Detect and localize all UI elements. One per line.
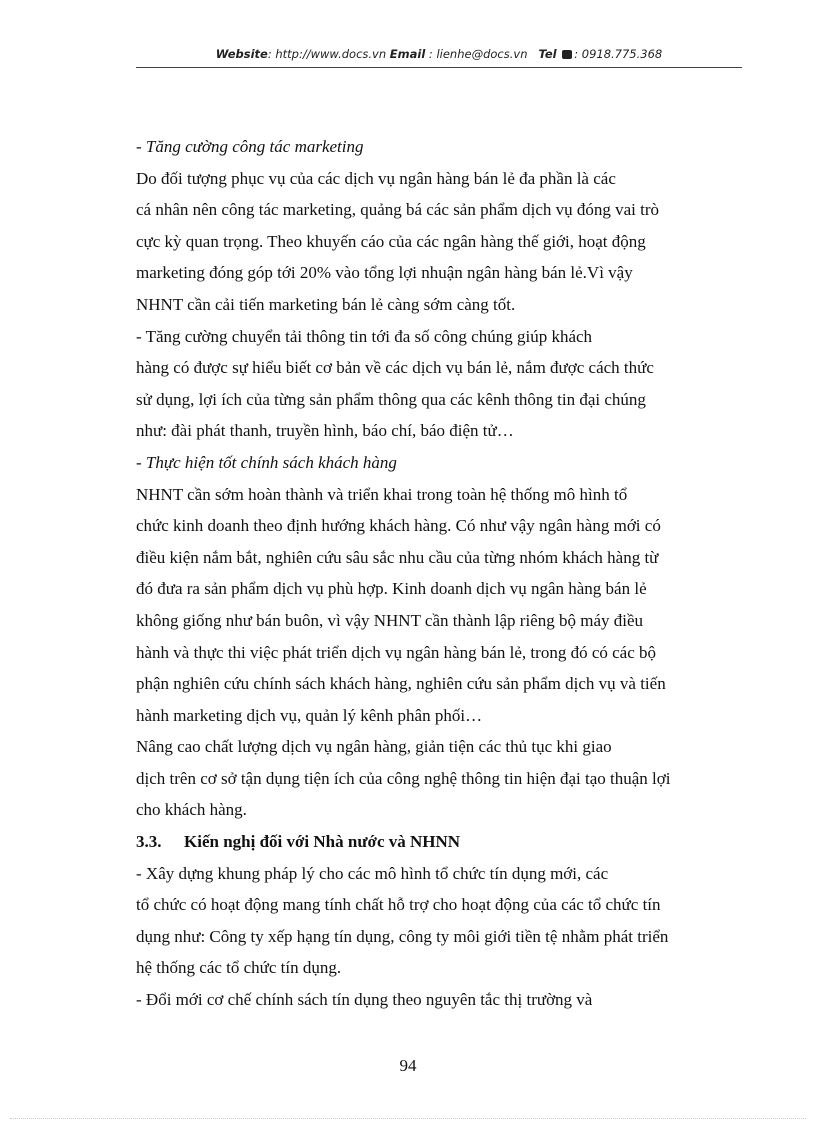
email-value: : lienhe@docs.vn xyxy=(425,47,528,61)
text-line: cá nhân nên công tác marketing, quảng bá các sản phẩm dịch vụ đóng vai trò xyxy=(136,200,660,220)
text-line: marketing đóng góp tới 20% vào tổng lợi nhuận ngân hàng bán lẻ.Vì vậy xyxy=(136,263,633,283)
tel-label: Tel xyxy=(538,47,557,61)
text-line: phận nghiên cứu chính sách khách hàng, nghiên cứu sản phẩm dịch vụ và tiến xyxy=(136,674,666,694)
text-line: hệ thống các tổ chức tín dụng. xyxy=(136,958,342,978)
text-line: NHNT cần sớm hoàn thành và triển khai trong toàn hệ thống mô hình tổ xyxy=(136,484,628,504)
text-line: NHNT cần cải tiến marketing bán lẻ càng sớm càng tốt. xyxy=(136,294,516,314)
text-line: cho khách hàng. xyxy=(136,800,247,820)
email-label: Email xyxy=(389,47,426,61)
footer-divider xyxy=(10,1118,806,1119)
text-line: tổ chức có hoạt động mang tính chất hỗ trợ cho hoạt động của các tổ chức tín xyxy=(136,895,661,915)
text-line: chức kinh doanh theo định hướng khách hàng. Có như vậy ngân hàng mới có xyxy=(136,516,661,536)
section-heading xyxy=(136,826,736,858)
page-number: 94 xyxy=(399,1056,417,1075)
text-line: sử dụng, lợi ích của từng sản phẩm thông qua các kênh thông tin đại chúng xyxy=(136,389,646,409)
text-line: như: đài phát thanh, truyền hình, báo chí, báo điện tử… xyxy=(136,421,514,441)
text-line: dụng như: Công ty xếp hạng tín dụng, công ty môi giới tiền tệ nhằm phát triển xyxy=(136,926,669,946)
text-line: Nâng cao chất lượng dịch vụ ngân hàng, giản tiện các thủ tục khi giao xyxy=(136,737,612,757)
tel-value: : 0918.775.368 xyxy=(574,47,663,61)
text-line: - Đổi mới cơ chế chính sách tín dụng theo nguyên tắc thị trường và xyxy=(136,990,593,1010)
text-line: hành và thực thi việc phát triển dịch vụ ngân hàng bán lẻ, trong đó có các bộ xyxy=(136,642,656,662)
text-line: - Tăng cường công tác marketing xyxy=(136,137,364,156)
text-line: đó đưa ra sản phẩm dịch vụ phù hợp. Kinh doanh dịch vụ ngân hàng bán lẻ xyxy=(136,579,647,599)
text-line: không giống như bán buôn, vì vậy NHNT cần thành lập riêng bộ máy điều xyxy=(136,610,644,630)
header-divider xyxy=(136,67,742,68)
text-line: điều kiện nắm bắt, nghiên cứu sâu sắc nhu cầu của từng nhóm khách hàng từ xyxy=(136,547,659,567)
section-number: 3.3. xyxy=(136,832,162,852)
text-line: dịch trên cơ sở tận dụng tiện ích của công nghệ thông tin hiện đại tạo thuận lợi xyxy=(136,768,671,788)
text-line: hành marketing dịch vụ, quản lý kênh phân phối… xyxy=(136,705,483,725)
website-label: Website xyxy=(215,47,268,61)
text-line: cực kỳ quan trọng. Theo khuyến cáo của các ngân hàng thế giới, hoạt động xyxy=(136,231,646,251)
text-line: - Thực hiện tốt chính sách khách hàng xyxy=(136,452,397,472)
text-line: hàng có được sự hiểu biết cơ bản về các dịch vụ bán lẻ, nắm được cách thức xyxy=(136,358,654,378)
section-title: Kiến nghị đối với Nhà nước và NHNN xyxy=(184,832,461,852)
document-body xyxy=(136,131,736,1016)
page-header xyxy=(136,47,742,65)
phone-icon xyxy=(562,50,572,59)
text-line: - Xây dựng khung pháp lý cho các mô hình tổ chức tín dụng mới, các xyxy=(136,863,609,883)
text-line: Do đối tượng phục vụ của các dịch vụ ngân hàng bán lẻ đa phần là các xyxy=(136,168,616,188)
website-value: : http://www.docs.vn xyxy=(267,47,387,61)
text-line: - Tăng cường chuyển tải thông tin tới đa số công chúng giúp khách xyxy=(136,326,593,346)
